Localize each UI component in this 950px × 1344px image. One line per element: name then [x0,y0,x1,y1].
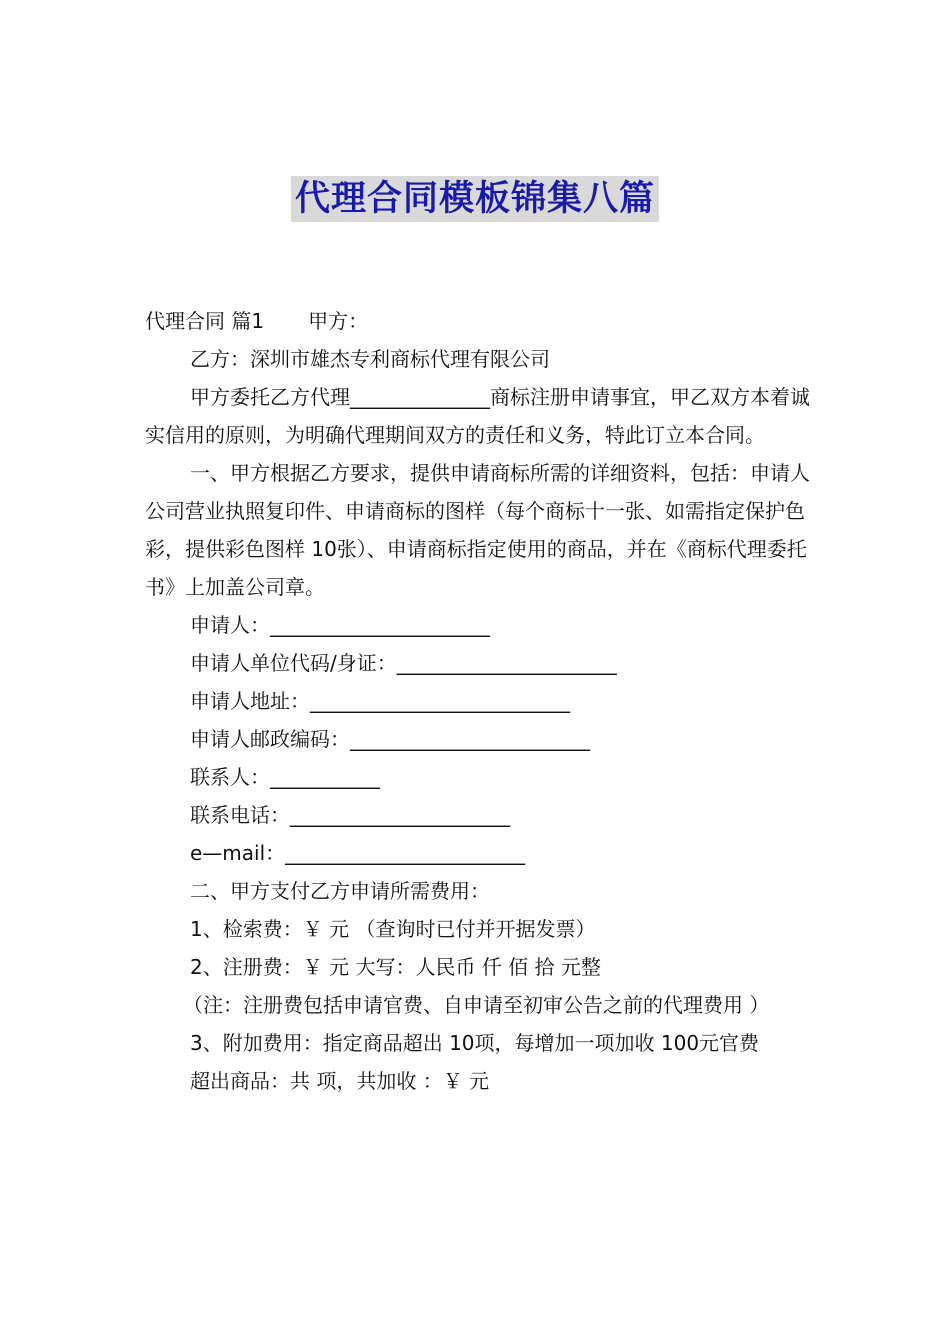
paragraph-clause-1: 一、甲方根据乙方要求，提供申请商标所需的详细资料，包括：申请人公司营业执照复印件、申请商标的图样（每个商标十一张、如需指定保护色彩，提供彩色图样 10张）、申请商标指定使用的商品，并在《商标代理委托书》上加盖公司章。 [145,461,810,599]
title-container [0,176,950,222]
field-contact: 联系人：___________ [190,765,380,789]
field-applicant: 申请人：______________________ [190,613,490,637]
paragraph-party-b: 乙方：深圳市雄杰专利商标代理有限公司 [190,347,550,371]
document-title: 代理合同模板锦集八篇 [291,176,659,222]
party-a-label: 甲方： [308,309,369,333]
field-applicant-address: 申请人地址：__________________________ [190,689,570,713]
document-body [145,302,817,1100]
fee-item-1: 1、检索费：￥ 元 （查询时已付并开据发票） [190,917,596,941]
excess-items-line: 超出商品：共 项，共加收 ：￥ 元 [190,1069,490,1093]
fee-item-2-note: （注：注册费包括申请官费、自申请至初审公告之前的代理费用 ） [183,993,770,1017]
fee-item-2: 2、注册费：￥ 元 大写：人民币 仟 佰 拾 元整 [190,955,601,979]
field-applicant-postcode: 申请人邮政编码：________________________ [190,727,590,751]
field-email: e—mail：________________________ [190,841,526,865]
paragraph-intro: 甲方委托乙方代理______________商标注册申请事宜，甲乙双方本着诚实信用的原则，为明确代理期间双方的责任和义务，特此订立本合同。 [145,385,810,447]
fee-item-3: 3、附加费用：指定商品超出 10项，每增加一项加收 100元官费 [190,1031,760,1055]
paragraph-clause-2: 二、甲方支付乙方申请所需费用： [190,879,490,903]
header-line [145,302,817,340]
contract-heading: 代理合同 篇1 [145,309,265,333]
field-contact-phone: 联系电话：______________________ [190,803,510,827]
field-applicant-code: 申请人单位代码/身证：______________________ [190,651,617,675]
